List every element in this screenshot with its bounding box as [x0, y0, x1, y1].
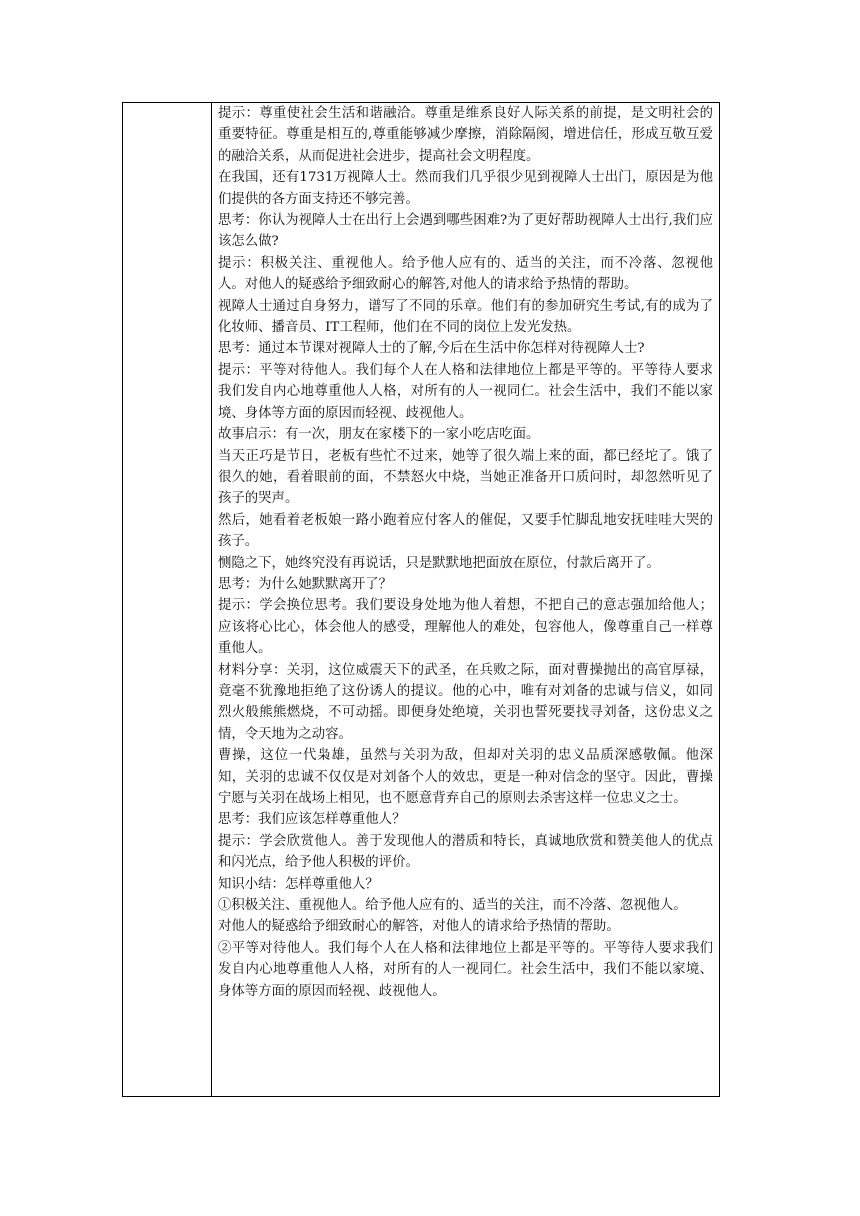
paragraph: 对他人的疑惑给予细致耐心的解答，对他人的请求给予热情的帮助。 [218, 919, 620, 935]
lesson-table [122, 102, 720, 1097]
paragraph: 当天正巧是节日，老板有些忙不过来，她等了很久端上来的面，都已经坨了。饿了很久的她，看着眼前的面，不禁怒火中烧，当她正准备开口质问时，却忽然听见了孩子的哭声。 [218, 448, 713, 507]
paragraph: 恻隐之下，她终究没有再说话，只是默默地把面放在原位，付款后离开了。 [218, 555, 660, 571]
paragraph: 思考：你认为视障人士在出行上会遇到哪些困难?为了更好帮助视障人士出行,我们应该怎么做? [218, 213, 713, 250]
paragraph: 曹操，这位一代枭雄，虽然与关羽为敌，但却对关羽的忠义品质深感敬佩。他深知，关羽的忠诚不仅仅是对刘备个人的效忠，更是一种对信念的坚守。因此，曹操宁愿与关羽在战场上相见，也不愿意背弃自己的原则去杀害这样一位忠义之士。 [218, 748, 713, 806]
paragraph: 视障人士通过自身努力，谱写了不同的乐章。他们有的参加研究生考试,有的成为了化妆师、播音员、IT工程师，他们在不同的岗位上发光发热。 [218, 298, 713, 336]
paragraph: 提示：学会换位思考。我们要设身处地为他人着想，不把自己的意志强加给他人；应该将心比心，体会他人的感受，理解他人的难处，包容他人，像尊重自己一样尊重他人。 [218, 598, 713, 657]
paragraph: 提示：学会欣赏他人。善于发现他人的潜质和特长，真诚地欣赏和赞美他人的优点和闪光点，给予他人积极的评价。 [218, 833, 713, 871]
paragraph: 材料分享：关羽，这位威震天下的武圣，在兵败之际，面对曹操抛出的高官厚禄，竟毫不犹豫地拒绝了这份诱人的提议。他的心中，唯有对刘备的忠诚与信义，如同烈火般熊熊燃烧，不可动摇。即便身处绝境，关羽也誓死要找寻刘备，这份忠义之情，令天地为之动容。 [218, 662, 713, 742]
paragraph: 思考：我们应该怎样尊重他人？ [218, 812, 406, 828]
paragraph: 思考：为什么她默默离开了？ [218, 576, 393, 592]
paragraph: 在我国，还有1731万视障人士。然而我们几乎很少见到视障人士出门，原因是为他们提供的各方面支持还不够完善。 [218, 170, 713, 207]
paragraph: 思考：通过本节课对视障人士的了解,今后在生活中你怎样对待视障人士? [218, 341, 645, 357]
paragraph: 提示：平等对待他人。我们每个人在人格和法律地位上都是平等的。平等待人要求我们发自内心地尊重他人人格，对所有的人一视同仁。社会生活中，我们不能以家境、身体等方面的原因而轻视、歧视他人。 [218, 362, 713, 421]
left-column-cell [123, 103, 212, 1096]
content-cell [218, 103, 713, 1002]
paragraph: 故事启示：有一次，朋友在家楼下的一家小吃店吃面。 [218, 427, 540, 443]
paragraph: 知识小结：怎样尊重他人？ [218, 876, 379, 892]
paragraph: ①积极关注、重视他人。给予他人应有的、适当的关注，而不冷落、忽视他人。 [218, 898, 687, 914]
paragraph: 然后，她看着老板娘一路小跑着应付客人的催促，又要手忙脚乱地安抚哇哇大哭的孩子。 [218, 512, 713, 550]
paragraph: ②平等对待他人。我们每个人在人格和法律地位上都是平等的。平等待人要求我们发自内心地尊重他人人格，对所有的人一视同仁。社会生活中，我们不能以家境、身体等方面的原因而轻视、歧视他人。 [218, 940, 713, 999]
paragraph: 提示：尊重使社会生活和谐融洽。尊重是维系良好人际关系的前提，是文明社会的重要特征。尊重是相互的,尊重能够减少摩擦，消除隔阂，增进信任，形成互敬互爱的融洽关系，从而促进社会进步，提高社会文明程度。 [218, 106, 713, 164]
paragraph: 提示：积极关注、重视他人。给予他人应有的、适当的关注，而不冷落、忽视他人。对他人的疑惑给予细致耐心的解答,对他人的请求给予热情的帮助。 [218, 255, 713, 293]
